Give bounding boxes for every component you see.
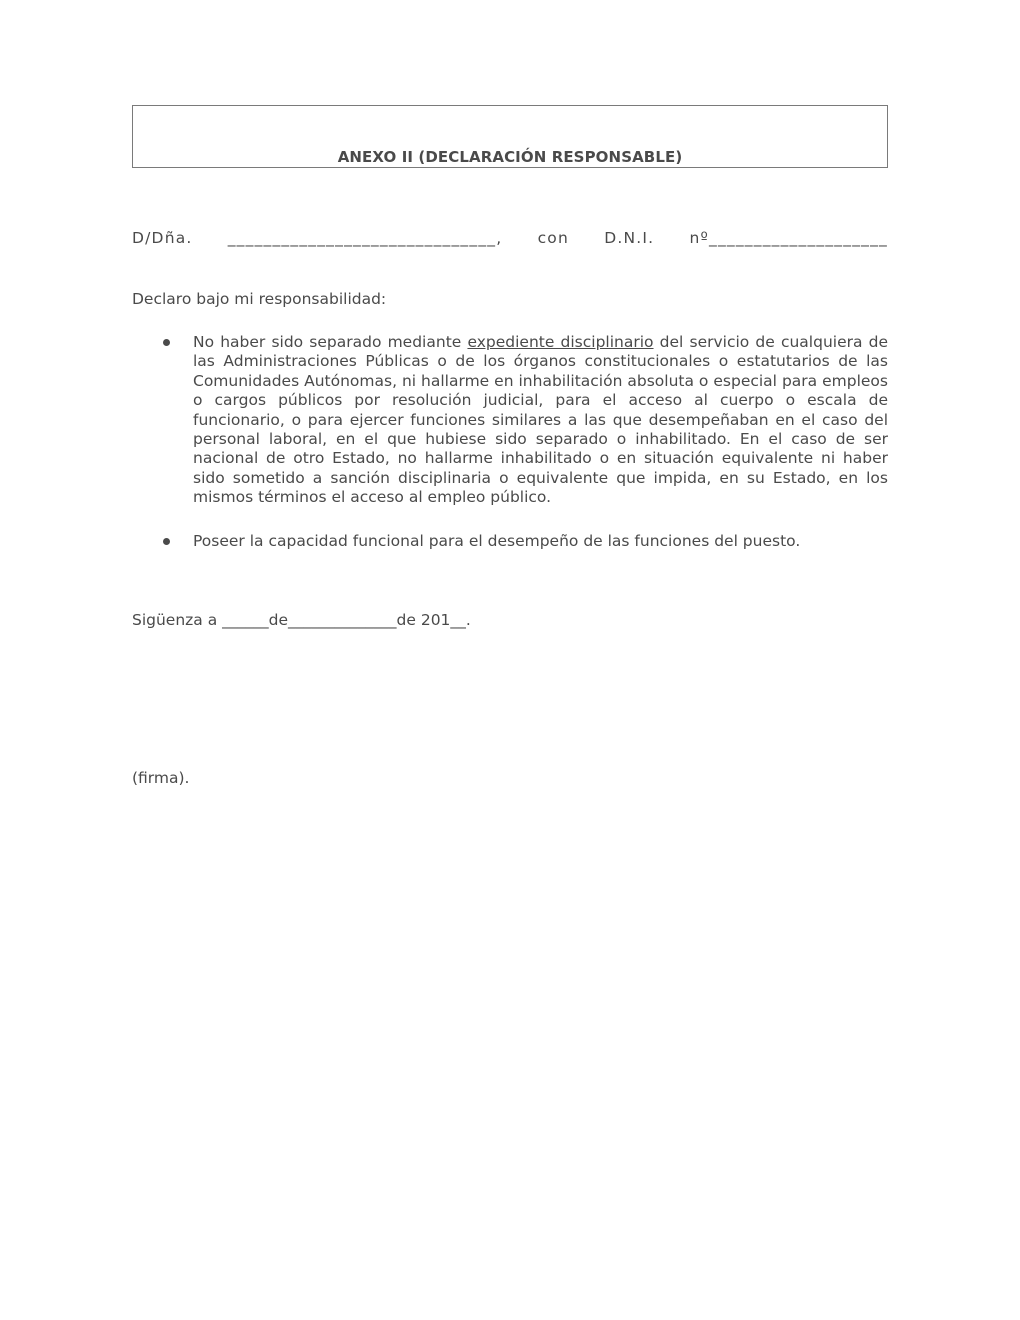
declaration-item-capacity bbox=[132, 532, 888, 551]
declaration-text-start: No haber sido separado mediante bbox=[193, 333, 468, 351]
declaration-list bbox=[132, 333, 888, 551]
intro-text: Declaro bajo mi responsabilidad: bbox=[132, 290, 387, 308]
expediente-disciplinario-text: expediente disciplinario bbox=[467, 333, 654, 351]
document-page bbox=[132, 0, 888, 1320]
place-date-line: Sigüenza a ______de______________de 201__. bbox=[132, 611, 471, 629]
bullet-icon bbox=[163, 339, 170, 346]
dni-label: D.N.I. bbox=[604, 229, 655, 247]
declaration-text: Poseer la capacidad funcional para el desempeño de las funciones del puesto. bbox=[193, 531, 801, 550]
declarant-name-blank: ______________________________, bbox=[227, 229, 503, 247]
title-box bbox=[132, 105, 888, 168]
dni-number-blank: nº____________________ bbox=[689, 229, 888, 247]
declaration-text-rest: del servicio de cualquiera de las Administraciones Públicas o de los órganos constitucionales o estatutarios de las Comunidades Autónomas, ni hallarme en inhabilitación absoluta o especial para empleos o cargos públicos por resolución judicial, para el acceso al cuerpo o escala de funcionario, o para ejercer funciones similares a las que desempeñaban en el caso del personal laboral, en el que hubiese sido separado o inhabilitado. En el caso de ser nacional de otro Estado, no hallarme inhabilitado o en situación equivalente ni haber sido sometido a sanción disciplinaria o equivalente que impida, en su Estado, en los mismos términos el acceso al empleo público. bbox=[193, 333, 889, 507]
signature-label: (firma). bbox=[132, 769, 190, 787]
declarant-label: D/Dña. bbox=[132, 229, 193, 247]
declaration-item-disciplinary bbox=[132, 333, 888, 508]
con-word: con bbox=[537, 229, 569, 247]
bullet-icon bbox=[163, 538, 170, 545]
declarant-line bbox=[132, 229, 888, 247]
document-title: ANEXO II (DECLARACIÓN RESPONSABLE) bbox=[337, 148, 683, 166]
